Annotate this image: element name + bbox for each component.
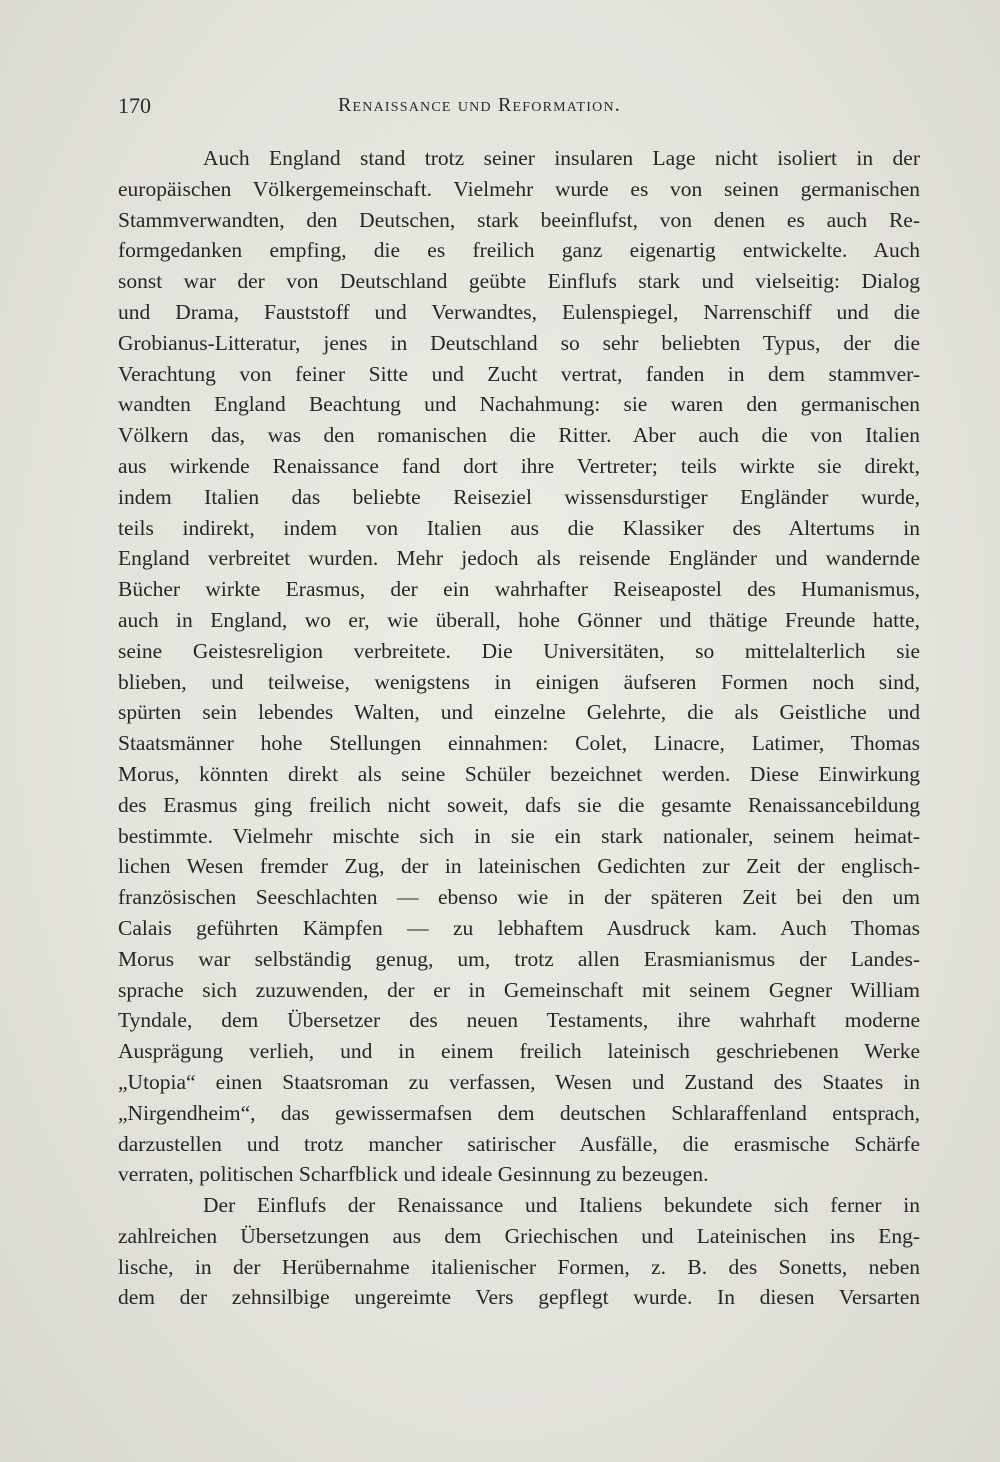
- text-line: sprache sich zuzuwenden, der er in Gemeinschaft mit seinem Gegner William: [118, 977, 920, 1002]
- text-line: Stammverwandten, den Deutschen, stark beeinflufst, von denen es auch Re-: [118, 207, 920, 232]
- text-line: indem Italien das beliebte Reiseziel wissensdurstiger Engländer wurde,: [118, 484, 920, 509]
- text-line: teils indirekt, indem von Italien aus die Klassiker des Altertums in: [118, 515, 920, 540]
- text-line: lichen Wesen fremder Zug, der in lateinischen Gedichten zur Zeit der englisch-: [118, 854, 920, 879]
- text-line: Völkern das, was den romanischen die Ritter. Aber auch die von Italien: [118, 423, 920, 448]
- text-line: Grobianus-Litteratur, jenes in Deutschland so sehr beliebten Typus, der die: [118, 330, 920, 355]
- running-title: Renaissance und Reformation.: [338, 94, 621, 116]
- text-line: formgedanken empfing, die es freilich ganz eigenartig entwickelte. Auch: [118, 238, 920, 263]
- text-line: und Drama, Fauststoff und Verwandtes, Eulenspiegel, Narrenschiff und die: [118, 299, 920, 324]
- text-line: Verachtung von feiner Sitte und Zucht vertrat, fanden in dem stammver-: [118, 361, 920, 386]
- text-line: spürten sein lebendes Walten, und einzelne Gelehrte, die als Geistliche und: [118, 700, 920, 725]
- text-line: aus wirkende Renaissance fand dort ihre Vertreter; teils wirkte sie direkt,: [118, 453, 920, 478]
- text-line: sonst war der von Deutschland geübte Einflufs stark und vielseitig: Dialog: [118, 269, 920, 294]
- text-line: blieben, und teilweise, wenigstens in einigen äufseren Formen noch sind,: [118, 669, 920, 694]
- text-line: „Utopia“ einen Staatsroman zu verfassen, Wesen und Zustand des Staates in: [118, 1069, 920, 1094]
- text-line: „Nirgendheim“, das gewissermafsen dem deutschen Schlaraffenland entsprach,: [118, 1100, 920, 1125]
- text-line: Morus war selbständig genug, um, trotz allen Erasmianismus der Landes-: [118, 946, 920, 971]
- text-line: Der Einflufs der Renaissance und Italiens bekundete sich ferner in: [203, 1193, 920, 1218]
- text-line: zahlreichen Übersetzungen aus dem Griechischen und Lateinischen ins Eng-: [118, 1223, 920, 1248]
- text-line: lische, in der Herübernahme italienischer Formen, z. B. des Sonetts, neben: [118, 1254, 920, 1279]
- text-line: Staatsmänner hohe Stellungen einnahmen: Colet, Linacre, Latimer, Thomas: [118, 731, 920, 756]
- text-line: Morus, könnten direkt als seine Schüler bezeichnet werden. Diese Einwirkung: [118, 761, 920, 786]
- text-line: europäischen Völkergemeinschaft. Vielmehr wurde es von seinen germanischen: [118, 176, 920, 201]
- text-line: Tyndale, dem Übersetzer des neuen Testaments, ihre wahrhaft moderne: [118, 1008, 920, 1033]
- text-line: Bücher wirkte Erasmus, der ein wahrhafter Reiseapostel des Humanismus,: [118, 577, 920, 602]
- text-line: wandten England Beachtung und Nachahmung: sie waren den germanischen: [118, 392, 920, 417]
- text-line: Ausprägung verlieh, und in einem freilich lateinisch geschriebenen Werke: [118, 1039, 920, 1064]
- text-line: Auch England stand trotz seiner insularen Lage nicht isoliert in der: [203, 146, 920, 170]
- text-line: England verbreitet wurden. Mehr jedoch als reisende Engländer und wandernde: [118, 546, 920, 571]
- text-line: auch in England, wo er, wie überall, hohe Gönner und thätige Freunde hatte,: [118, 607, 920, 632]
- page-number: 170: [118, 93, 151, 118]
- body-text: [118, 143, 920, 1313]
- text-line: darzustellen und trotz mancher satirischer Ausfälle, die erasmische Schärfe: [118, 1131, 920, 1156]
- page-header: [118, 93, 918, 123]
- text-line: verraten, politischen Scharfblick und ideale Gesinnung zu bezeugen.: [118, 1162, 709, 1187]
- text-line: Calais geführten Kämpfen — zu lebhaftem Ausdruck kam. Auch Thomas: [118, 915, 920, 940]
- text-line: französischen Seeschlachten — ebenso wie in der späteren Zeit bei den um: [118, 885, 920, 910]
- text-line: bestimmte. Vielmehr mischte sich in sie ein stark nationaler, seinem heimat-: [118, 823, 920, 848]
- text-line: dem der zehnsilbige ungereimte Vers gepflegt wurde. In diesen Versarten: [118, 1285, 920, 1310]
- text-line: des Erasmus ging freilich nicht soweit, dafs sie die gesamte Renaissancebildung: [118, 792, 920, 817]
- text-line: seine Geistesreligion verbreitete. Die Universitäten, so mittelalterlich sie: [118, 638, 920, 663]
